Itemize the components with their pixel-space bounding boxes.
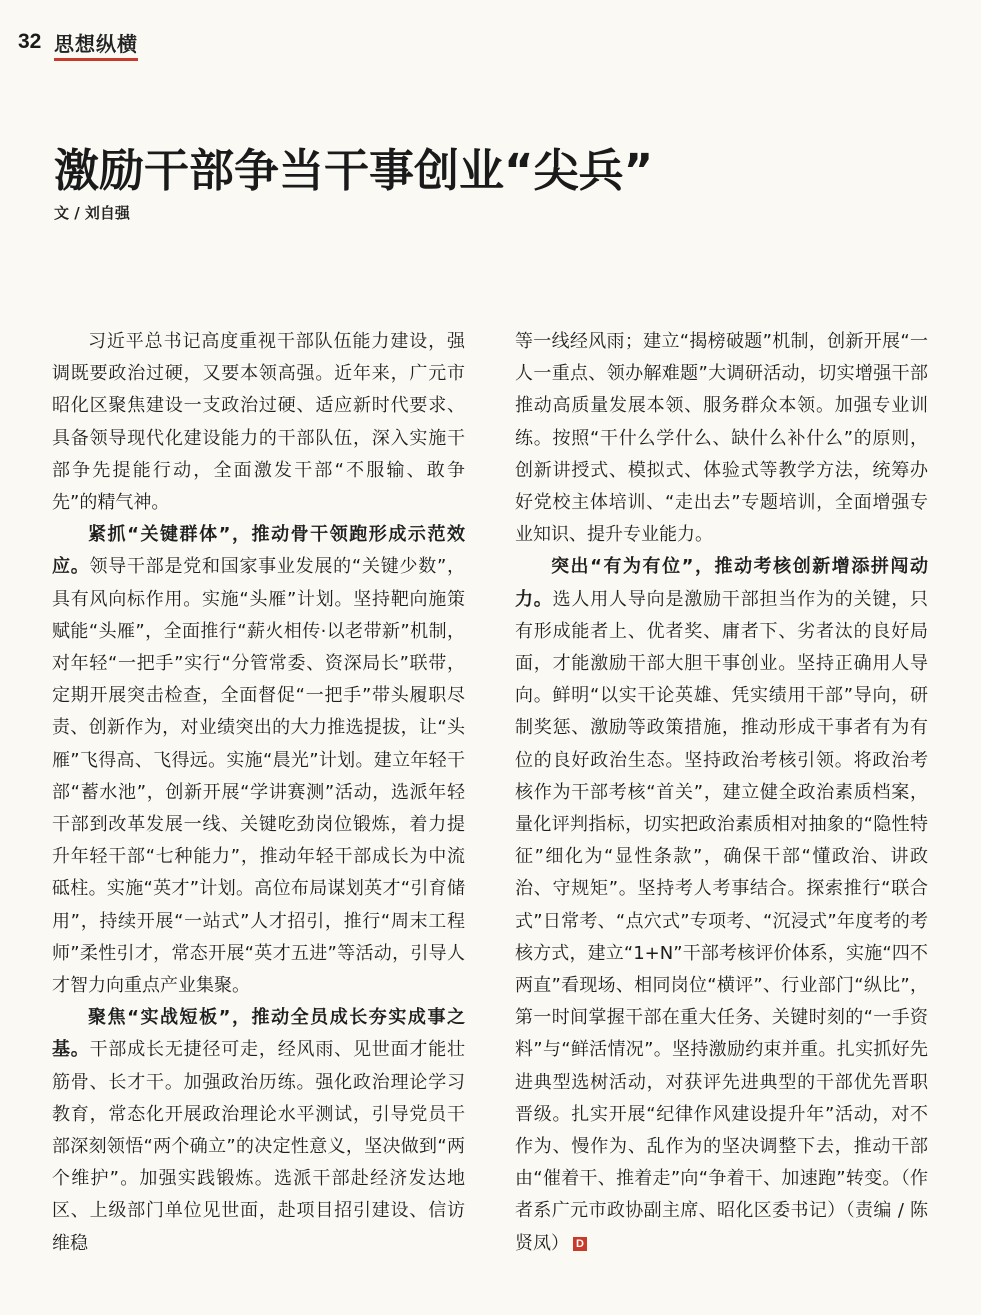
paragraph-lead: 聚焦“实战短板”，推动全员成长夯实成事之基。: [52, 1007, 465, 1061]
section-name: 思想纵横: [54, 28, 138, 61]
paragraph-key-groups: [52, 519, 465, 1002]
end-mark-icon: D: [573, 1237, 587, 1251]
paragraph-assessment: [515, 551, 928, 1259]
left-column: [52, 326, 465, 1260]
article-title: 激励干部争当干事创业“尖兵”: [54, 144, 654, 197]
page-header: [18, 26, 318, 56]
paragraph-body: 领导干部是党和国家事业发展的“关键少数”，具有风向标作用。实施“头雁”计划。坚持靶向施策赋能“头雁”，全面推行“薪火相传·以老带新”机制，对年轻“一把手”实行“分管常委、资深局长”联带，定期开展突击检查，全面督促“一把手”带头履职尽责、创新作为，对业绩突出的大力推选提拔，让“头雁”飞得高、飞得远。实施“晨光”计划。建立年轻干部“蓄水池”，创新开展“学讲赛测”活动，选派年轻干部到改革发展一线、关键吃劲岗位锻炼，着力提升年轻干部“七种能力”，推动年轻干部成长为中流砥柱。实施“英才”计划。高位布局谋划英才“引育储用”，持续开展“一站式”人才招引，推行“周末工程师”柔性引才，常态开展“英才五进”等活动，引导人才智力向重点产业集聚。: [52, 556, 466, 997]
paragraph-intro: 习近平总书记高度重视干部队伍能力建设，强调既要政治过硬，又要本领高强。近年来，广元市昭化区聚焦建设一支政治过硬、适应新时代要求、具备领导现代化建设能力的干部队伍，深入实施干部争先提能行动，全面激发干部“不服输、敢争先”的精气神。: [52, 331, 465, 514]
article-byline: 文 / 刘自强: [54, 204, 130, 222]
paragraph-lead: 紧抓“关键群体”，推动骨干领跑形成示范效应。: [52, 524, 465, 578]
paragraph-lead: 突出“有为有位”，推动考核创新增添拼闯动力。: [515, 556, 928, 610]
paragraph-body: 选人用人导向是激励干部担当作为的关键，只有形成能者上、优者奖、庸者下、劣者汰的良好局面，才能激励干部大胆干事创业。坚持正确用人导向。鲜明“以实干论英雄、凭实绩用干部”导向，研制奖惩、激励等政策措施，推动形成干事者有为有位的良好政治生态。坚持政治考核引领。将政治考核作为干部考核“首关”，建立健全政治素质档案，量化评判指标，切实把政治素质相对抽象的“隐性特征”细化为“显性条款”，确保干部“懂政治、讲政治、守规矩”。坚持考人考事结合。探索推行“联合式”日常考、“点穴式”专项考、“沉浸式”年度考的考核方式，建立“1+N”干部考核评价体系，实施“四不两直”看现场、相同岗位“横评”、行业部门“纵比”，第一时间掌握干部在重大任务、关键时刻的“一手资料”与“鲜活情况”。坚持激励约束并重。扎实抓好先进典型选树活动，对获评先进典型的干部优先晋职晋级。扎实开展“纪律作风建设提升年”活动，对不作为、慢作为、乱作为的坚决调整下去，推动干部由“催着干、推着走”向“争着干、加速跑”转变。（作者系广元市政协副主席、昭化区委书记）（责编 / 陈贤凤）: [515, 588, 929, 1254]
paragraph-practice: [52, 1002, 465, 1260]
paragraph-practice-continued: 等一线经风雨；建立“揭榜破题”机制，创新开展“一人一重点、领办解难题”大调研活动，切实增强干部推动高质量发展本领、服务群众本领。加强专业训练。按照“干什么学什么、缺什么补什么”的原则，创新讲授式、模拟式、体验式等教学方法，统筹办好党校主体培训、“走出去”专题培训，全面增强专业知识、提升专业能力。: [515, 331, 928, 546]
right-column: [515, 326, 928, 1260]
paragraph-body: 干部成长无捷径可走，经风雨、见世面才能壮筋骨、长才干。加强政治历练。强化政治理论学习教育，常态化开展政治理论水平测试，引导党员干部深刻领悟“两个确立”的决定性意义，坚决做到“两个维护”。加强实践锻炼。选派干部赴经济发达地区、上级部门单位见世面，赴项目招引建设、信访维稳: [52, 1039, 466, 1254]
page-number: 32: [18, 30, 42, 53]
